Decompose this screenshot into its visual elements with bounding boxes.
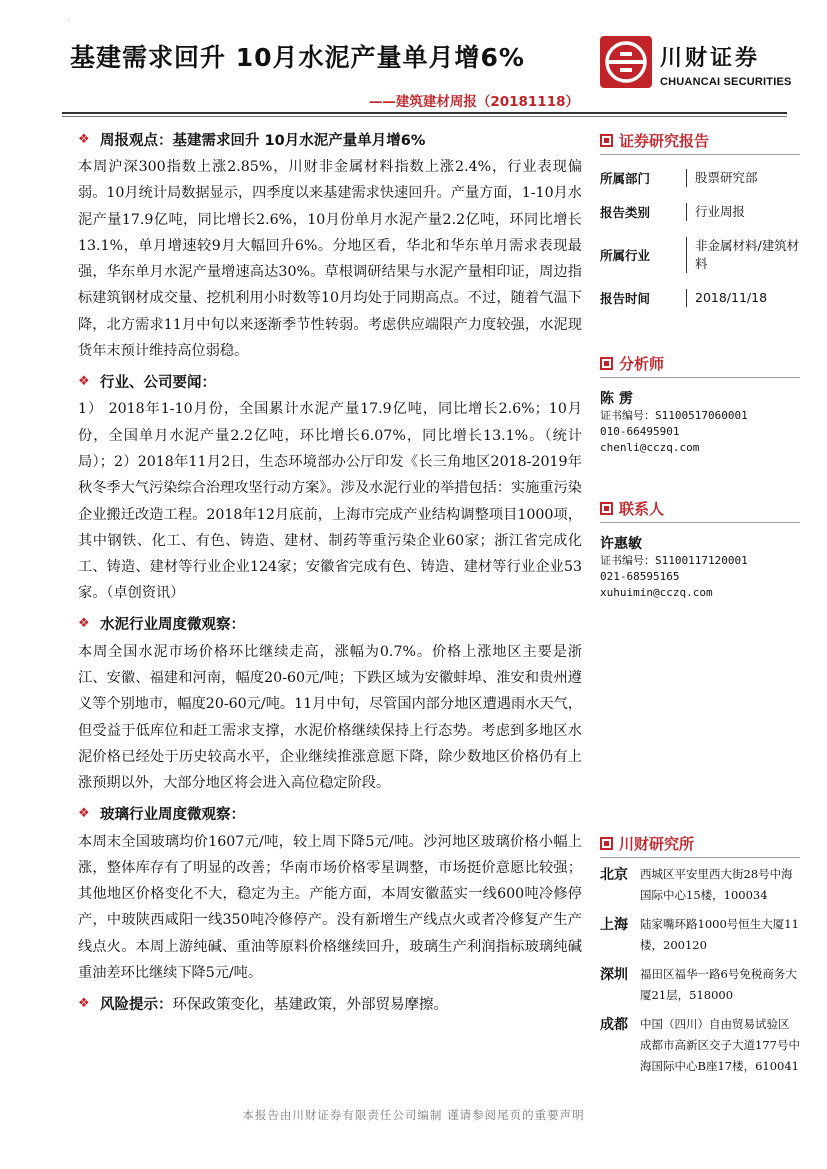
info-row-department bbox=[600, 169, 800, 187]
section-title: 行业、公司要闻： bbox=[100, 374, 216, 391]
sidebar-heading-institute bbox=[600, 831, 800, 855]
section-heading-glass bbox=[78, 803, 582, 825]
risk-warning bbox=[78, 992, 582, 1014]
sidebar-heading-label: 联系人 bbox=[619, 499, 665, 518]
info-value: 行业周报 bbox=[686, 203, 800, 221]
info-label: 报告类别 bbox=[600, 205, 651, 220]
corner-mark: · bbox=[68, 18, 70, 25]
sidebar-rule bbox=[600, 154, 800, 155]
logo-name-en: CHUANCAI SECURITIES bbox=[660, 76, 792, 88]
info-value: 2018/11/18 bbox=[686, 289, 800, 307]
office-address: 福田区福华一路6号免税商务大厦21层，518000 bbox=[640, 967, 797, 1002]
office-city: 北京 bbox=[600, 867, 628, 883]
section-title: 玻璃行业周度微观察： bbox=[100, 807, 245, 824]
chuancai-logo-icon bbox=[600, 36, 652, 88]
diamond-bullet-icon: ❖ bbox=[78, 616, 90, 632]
office-city: 成都 bbox=[600, 1017, 628, 1033]
office-chengdu bbox=[600, 1014, 800, 1077]
office-beijing bbox=[600, 864, 800, 906]
office-city: 上海 bbox=[600, 917, 628, 933]
sidebar-heading-report bbox=[600, 128, 800, 152]
sidebar-heading-analyst bbox=[600, 351, 800, 375]
diamond-bullet-icon: ❖ bbox=[78, 995, 90, 1011]
section-body-cement: 本周全国水泥市场价格环比继续走高，涨幅为0.7%。价格上涨地区主要是浙江、安徽、福建和河南，幅度20-60元/吨；下跌区域为安徽蚌埠、淮安和贵州遵义等个别地市，幅度20-60元/吨。11月中旬，尽管国内部分地区遭遇雨水天气，但受益于低库位和赶工需求支撑，水泥价格继续保持上行态势。考虑到多地区水泥价格已经处于历史较高水平，企业继续推涨意愿下降，除少数地区价格仍有上涨预期以外，大部分地区将会进入高位稳定阶段。 bbox=[78, 643, 582, 792]
office-city: 深圳 bbox=[600, 967, 628, 983]
sidebar-heading-label: 分析师 bbox=[619, 354, 665, 373]
info-row-industry bbox=[600, 237, 800, 273]
office-shenzhen bbox=[600, 964, 800, 1006]
risk-label: 风险提示： bbox=[100, 996, 173, 1013]
office-address: 西城区平安里西大街28号中海国际中心15楼，100034 bbox=[640, 867, 793, 902]
info-label: 所属部门 bbox=[600, 171, 651, 186]
section-heading-news bbox=[78, 370, 582, 392]
contact-email[interactable]: xuhuimin@cczq.com bbox=[600, 586, 713, 599]
report-title: 基建需求回升 10月水泥产量单月增6% bbox=[70, 43, 525, 72]
diamond-bullet-icon: ❖ bbox=[78, 131, 90, 147]
office-address: 中国（四川）自由贸易试验区成都市高新区交子大道177号中海国际中心B座17楼，610041 bbox=[640, 1017, 800, 1073]
sidebar-heading-label: 川财研究所 bbox=[619, 834, 695, 853]
sidebar-rule bbox=[600, 857, 800, 858]
company-logo bbox=[600, 36, 800, 94]
info-label: 所属行业 bbox=[600, 248, 651, 263]
info-value: 非金属材料/建筑材料 bbox=[686, 237, 800, 273]
analyst-email[interactable]: chenli@cczq.com bbox=[600, 441, 700, 454]
header-rule-thin bbox=[62, 116, 787, 117]
main-content bbox=[78, 128, 582, 1014]
contact-name: 许惠敏 bbox=[600, 536, 642, 552]
office-address: 陆家嘴环路1000号恒生大厦11楼，200120 bbox=[640, 917, 799, 952]
analyst-cert: 证书编号：S1100517060001 bbox=[600, 409, 748, 422]
square-bullet-icon bbox=[600, 134, 613, 147]
section-body-news: 1） 2018年1-10月份，全国累计水泥产量17.9亿吨，同比增长2.6%；10月份，全国单月水泥产量2.2亿吨，环比增长6.07%，同比增长13.1%。（统计局）；2）2018年11月2日，生态环境部办公厅印发《长三角地区2018-2019年秋冬季大气污染综合治理攻坚行动方案》。涉及水泥行业的举措包括：实施重污染企业搬迁改造工程。2018年12月底前，上海市完成产业结构调整项目1000项，其中钢铁、化工、有色、铸造、建材、制药等重污染企业60家；浙江省完成化工、铸造、建材等行业企业124家；安徽省完成有色、铸造、建材等行业企业53家。（卓创资讯） bbox=[78, 401, 582, 602]
analyst-phone: 010-66495901 bbox=[600, 425, 680, 438]
sidebar-rule bbox=[600, 522, 800, 523]
diamond-bullet-icon: ❖ bbox=[78, 373, 90, 389]
info-row-category bbox=[600, 203, 800, 221]
risk-text: 环保政策变化，基建政策，外部贸易摩擦。 bbox=[172, 996, 448, 1013]
section-heading-cement bbox=[78, 613, 582, 635]
header-rule bbox=[62, 112, 787, 114]
analyst-name: 陈 雳 bbox=[600, 391, 633, 407]
sidebar-heading-label: 证券研究报告 bbox=[619, 131, 710, 150]
section-body-viewpoint: 本周沪深300指数上涨2.85%，川财非金属材料指数上涨2.4%，行业表现偏弱。10月统计局数据显示，四季度以来基建需求快速回升。产量方面，1-10月水泥产量17.9亿吨，同比增长2.6%，10月份单月水泥产量2.2亿吨，环同比增长13.1%，单月增速较9月大幅回升6%。分地区看，华北和华东单月需求表现最强，华东单月水泥产量增速高达30%。草根调研结果与水泥产量相印证，周边指标建筑钢材成交量、挖机利用小时数等10月均处于同期高点。不过，随着气温下降，北方需求11月中旬以来逐渐季节性转弱。考虑供应端限产力度较强，水泥现货年末预计维持高位弱稳。 bbox=[78, 159, 582, 360]
sidebar bbox=[600, 128, 800, 1085]
square-bullet-icon bbox=[600, 837, 613, 850]
report-subtitle: ——建筑建材周报（20181118） bbox=[368, 94, 579, 110]
footer-disclaimer: 本报告由川财证券有限责任公司编制 谨请参阅尾页的重要声明 bbox=[242, 1108, 585, 1122]
info-value: 股票研究部 bbox=[686, 169, 800, 187]
contact-cert: 证书编号：S1100117120001 bbox=[600, 554, 748, 567]
square-bullet-icon bbox=[600, 357, 613, 370]
info-label: 报告时间 bbox=[600, 291, 651, 306]
section-title: 周报观点：基建需求回升 10月水泥产量单月增6% bbox=[100, 132, 426, 149]
contact-phone: 021-68595165 bbox=[600, 570, 680, 583]
sidebar-heading-contact bbox=[600, 496, 800, 520]
logo-name-cn: 川财证券 bbox=[660, 46, 761, 71]
square-bullet-icon bbox=[600, 502, 613, 515]
diamond-bullet-icon: ❖ bbox=[78, 806, 90, 822]
info-row-date bbox=[600, 289, 800, 307]
section-heading-viewpoint bbox=[78, 128, 582, 150]
section-body-glass: 本周末全国玻璃均价1607元/吨，较上周下降5元/吨。沙河地区玻璃价格小幅上涨，整体库存有了明显的改善；华南市场价格零星调整，市场挺价意愿比较强；其他地区价格变化不大，稳定为主。产能方面，本周安徽蓝实一线600吨冷修停产，中玻陕西咸阳一线350吨冷修停产。没有新增生产线点火或者冷修复产生产线点火。本周上游纯碱、重油等原料价格继续回升，玻璃生产利润指标玻璃纯碱重油差环比继续下降5元/吨。 bbox=[78, 833, 582, 982]
office-shanghai bbox=[600, 914, 800, 956]
section-title: 水泥行业周度微观察： bbox=[100, 617, 245, 634]
sidebar-rule bbox=[600, 377, 800, 378]
